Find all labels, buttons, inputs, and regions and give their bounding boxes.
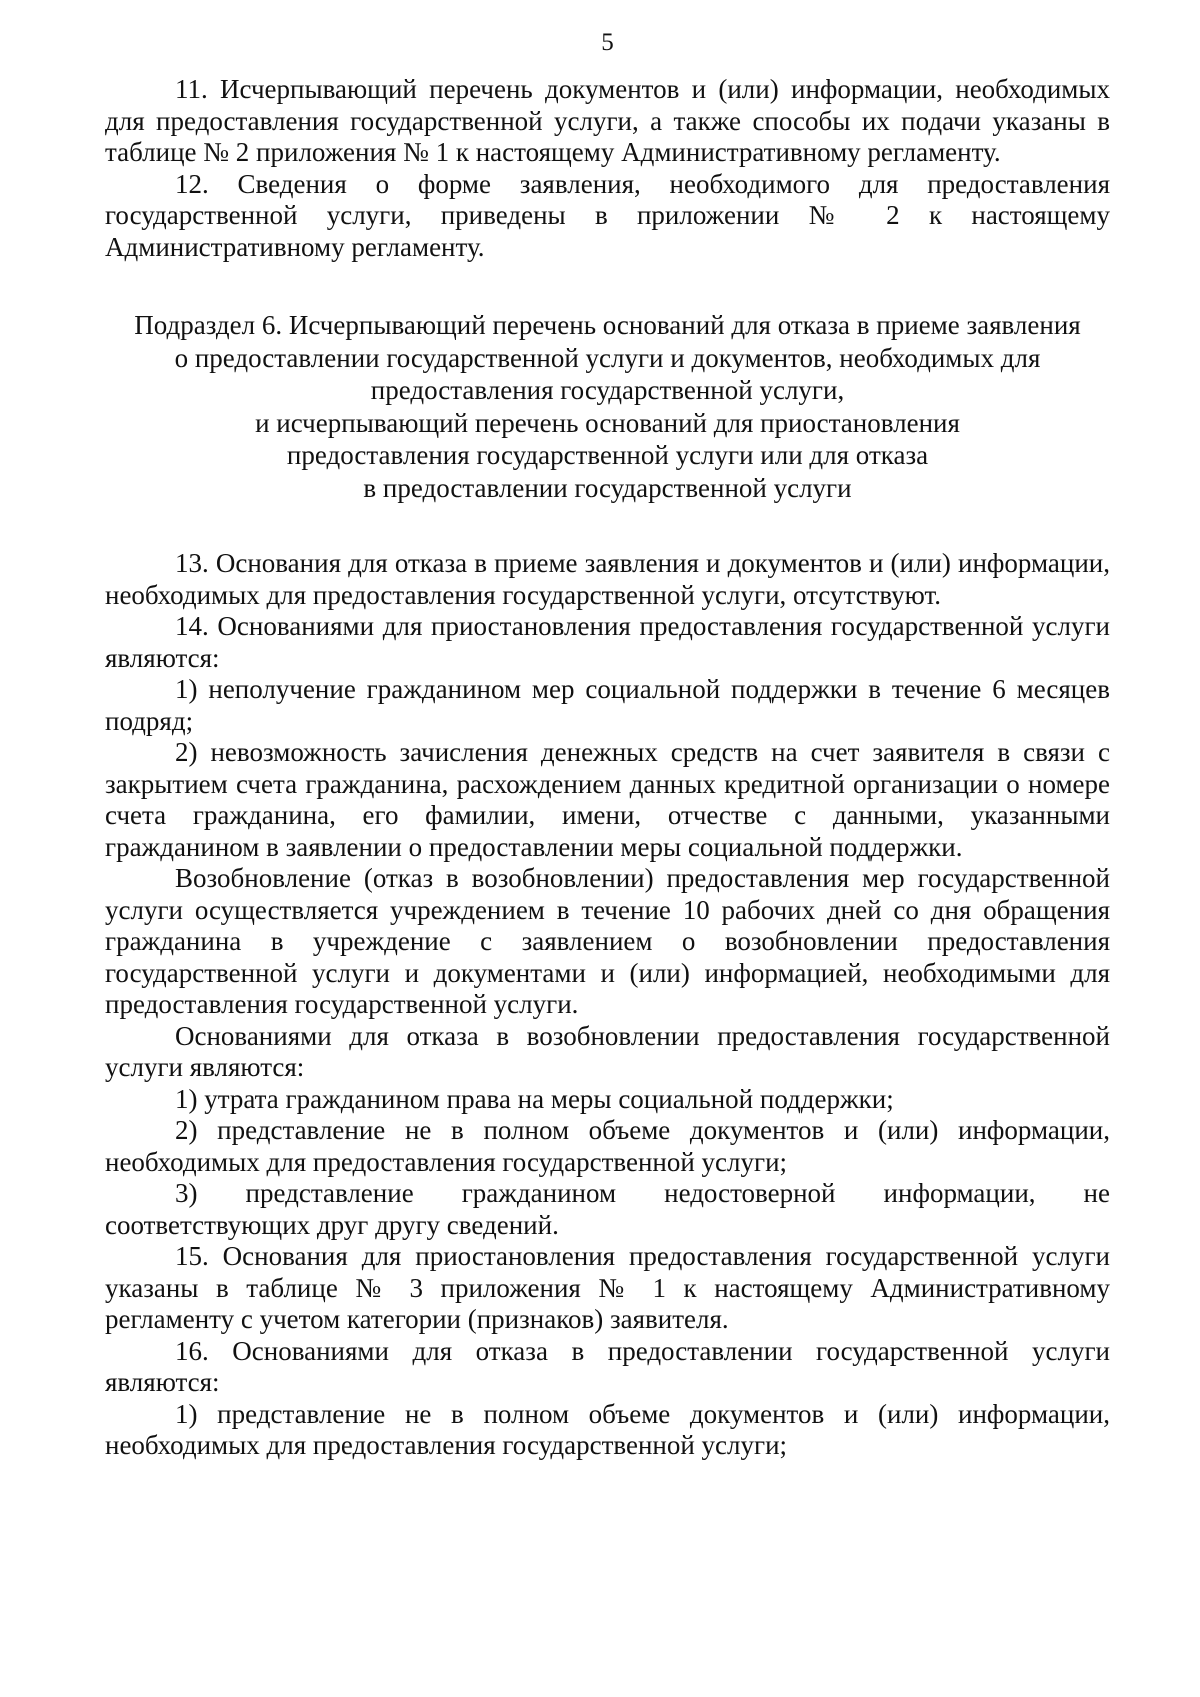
paragraph-14: 14. Основаниями для приостановления предоставления государственной услуги являются:: [105, 611, 1110, 673]
list-item: 1) утрата гражданином права на меры социальной поддержки;: [175, 1083, 894, 1114]
heading-line: Подраздел 6. Исчерпывающий перечень оснований для отказа в приеме заявления: [134, 310, 1081, 340]
heading-line: и исчерпывающий перечень оснований для приостановления: [255, 407, 960, 438]
page-number: 5: [601, 29, 614, 56]
paragraph-16: 16. Основаниями для отказа в предоставлении государственной услуги являются:: [105, 1335, 1110, 1397]
list-item: 1) неполучение гражданином мер социальной поддержки в течение 6 месяцев подряд;: [105, 674, 1110, 736]
paragraph-resumption: Возобновление (отказ в возобновлении) предоставления мер государственной услуги осуществляется учреждением в течение 10 рабочих дней со дня обращения гражданина в учреждение с заявлением о возобновлении предоставления государственной услуги и документами и (или) информацией, необходимыми для предоставления государственной услуги.: [105, 863, 1110, 1019]
paragraph-15: 15. Основания для приостановления предоставления государственной услуги указаны в таблице № 3 приложения № 1 к настоящему Административному регламенту с учетом категории (признаков) заявителя.: [105, 1241, 1110, 1334]
paragraph-13: 13. Основания для отказа в приеме заявления и документов и (или) информации, необходимых для предоставления государственной услуги, отсутствуют.: [105, 548, 1110, 610]
paragraph-11: 11. Исчерпывающий перечень документов и (или) информации, необходимых для предоставления государственной услуги, а также способы их подачи указаны в таблице № 2 приложения № 1 к настоящему Административному регламенту.: [105, 74, 1110, 167]
heading-line: о предоставлении государственной услуги и документов, необходимых для: [174, 342, 1041, 373]
paragraph-12: 12. Сведения о форме заявления, необходимого для предоставления государственной услуги, приведены в приложении № 2 к настоящему Административному регламенту.: [105, 168, 1110, 262]
subsection-heading: [105, 309, 1110, 504]
section-grounds: [105, 548, 1110, 1462]
list-item: 3) представление гражданином недостоверной информации, не соответствующих друг другу сведений.: [105, 1178, 1110, 1240]
heading-line: предоставления государственной услуги,: [370, 375, 845, 405]
paragraph-refusal-resumption: Основаниями для отказа в возобновлении предоставления государственной услуги являются:: [105, 1020, 1110, 1082]
list-item: 1) представление не в полном объеме документов и (или) информации, необходимых для предоставления государственной услуги;: [105, 1398, 1110, 1460]
list-item: 2) невозможность зачисления денежных средств на счет заявителя в связи с закрытием счета гражданина, расхождением данных кредитной организации о номере счета гражданина, его фамилии, имени, отчестве с данными, указанными гражданином в заявлении о предоставлении меры социальной поддержки.: [105, 737, 1110, 862]
heading-line: в предоставлении государственной услуги: [363, 472, 852, 503]
section-documents: [105, 74, 1110, 263]
list-item: 2) представление не в полном объеме документов и (или) информации, необходимых для предоставления государственной услуги;: [105, 1115, 1110, 1177]
heading-line: предоставления государственной услуги или для отказа: [286, 440, 929, 470]
